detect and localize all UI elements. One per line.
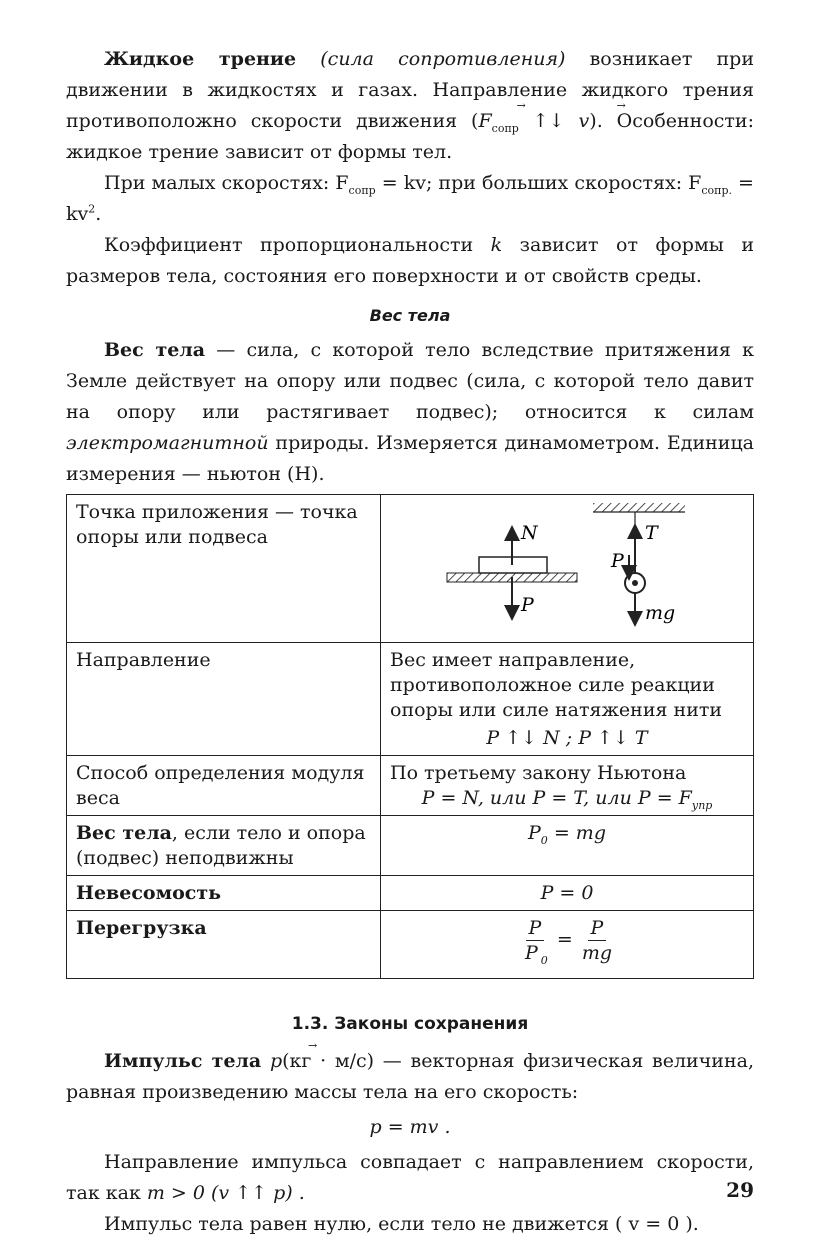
cell-direction: Направление (67, 643, 381, 756)
denominator (519, 941, 551, 965)
text: P = N, или P = T, или P = F (421, 787, 692, 809)
paragraph-coefficient (66, 230, 754, 292)
cell-method-value (381, 756, 754, 816)
numerator: P (526, 916, 545, 941)
ceiling (593, 503, 685, 512)
alt-name: (сила сопротивления) (320, 48, 566, 70)
k-symbol: k (490, 234, 503, 256)
text: = kv; при больших скоростях: F (375, 172, 702, 194)
direction-text: Вес имеет направление, противоположное силе реакции опоры или силе натяжения нити (390, 649, 723, 721)
term-liquid-friction: Жидкое трение (104, 48, 297, 70)
text: . (95, 203, 102, 225)
cell-direction-value (381, 643, 754, 756)
section-heading: 1.3. Законы сохранения (291, 1014, 529, 1034)
cell-weightlessness-value: P = 0 (381, 876, 754, 911)
text: — векторная физическая величина, равная произведению массы тела на его скорость: (66, 1050, 754, 1103)
label-T: T (645, 522, 658, 544)
text: P (525, 942, 538, 964)
vector-v: → v (579, 110, 590, 132)
text: P (528, 822, 541, 844)
cell-overload (67, 911, 381, 979)
cell-diagram (381, 495, 754, 643)
cell-application-point: Точка приложения — точка опоры или подвеса (67, 495, 381, 643)
force-diagram (381, 495, 753, 635)
table-row (67, 911, 754, 979)
text: . Особенности: жидкое трение зависит от формы тел. (66, 110, 754, 163)
text: = mg (547, 822, 606, 844)
label-P-support: P (521, 594, 534, 616)
condition: m > 0 (v ↑↑ p) . (146, 1182, 305, 1204)
method-text: По третьему закону Ньютона (390, 762, 687, 784)
vector-F: → F (478, 110, 491, 132)
method-formula (390, 786, 744, 811)
subscript: сопр. (701, 183, 733, 197)
cell-method: Способ определения модуля веса (67, 756, 381, 816)
subscript: упр (691, 798, 713, 812)
momentum-symbol: → p (270, 1050, 282, 1072)
momentum-formula: p = mv . (369, 1116, 451, 1138)
term-weight: Вес тела (104, 339, 206, 361)
text: Коэффициент пропорциональности (104, 234, 491, 256)
page-number: 29 (726, 1178, 754, 1202)
paragraph-momentum (66, 1046, 754, 1108)
ball-center (632, 580, 638, 586)
bold-term: Перегрузка (76, 917, 207, 939)
subscript: 0 (540, 833, 548, 847)
text: — сила, с которой тело вследствие притяжения к Земле действует на опору или подвес (сила, с которой тело давит на опору или растягивает подвес); относится к силам (66, 339, 754, 423)
text: зависит от формы и размеров тела, состояния его поверхности и от свойств среды. (66, 234, 754, 287)
term-momentum: Импульс тела (104, 1050, 262, 1072)
page-content (66, 44, 754, 1240)
paragraph-momentum-direction (66, 1147, 754, 1209)
superscript: 2 (88, 202, 96, 216)
paragraph-resistance-formula (66, 168, 754, 230)
label-P-suspension: P (611, 550, 624, 572)
unit: (кг · м/с) (282, 1050, 375, 1072)
cell-rest-weight-value (381, 816, 754, 876)
weight-properties-table (66, 494, 754, 979)
denominator: mg (581, 942, 612, 964)
text: При малых скоростях: F (104, 172, 349, 194)
text: Направление импульса совпадает с направлением скорости, так как (66, 1151, 754, 1204)
table-row (67, 756, 754, 816)
fraction-right (579, 916, 615, 965)
cell-weightlessness (67, 876, 381, 911)
label-N: N (521, 522, 538, 544)
table-row (67, 495, 754, 643)
text: , если тело и опора (подвес) неподвижны (76, 822, 366, 869)
paragraph-liquid-friction: Жидкое трение (сила сопротивления) возникает при движении в жидкостях и газах. Направление жидкого трения противоположно скорости движения (→ $F_{сопр}$ ↑↓ → v). Особенности: жидкое трение зависит от формы тел. (66, 44, 754, 168)
direction-formula: P ↑↓ N ; P ↑↓ T (486, 727, 648, 749)
text: = kv (66, 172, 754, 225)
equals-sign: = (556, 928, 573, 951)
bold-term: Невесомость (76, 882, 221, 904)
fraction-left (519, 916, 551, 965)
label-mg: mg (645, 602, 676, 624)
numerator: P (588, 916, 607, 941)
cell-overload-value (381, 911, 754, 979)
table-row (67, 643, 754, 756)
table-row (67, 876, 754, 911)
text: возникает при движении в жидкостях и газах. Направление жидкого трения противоположно скорости движения (66, 48, 755, 132)
opposite-symbol: ↑↓ (532, 110, 565, 132)
cell-rest-weight (67, 816, 381, 876)
paragraph-momentum-zero: Импульс тела равен нулю, если тело не движется ( v = 0 ). (104, 1213, 699, 1235)
text: природы. Измеряется динамометром. Единица измерения — ньютон (Н). (66, 432, 754, 485)
paragraph-weight-definition (66, 335, 754, 490)
subscript: 0 (540, 953, 548, 967)
subscript: сопр (348, 183, 376, 197)
heading-weight: Вес тела (369, 306, 451, 325)
italic-word: электромагнитной (66, 432, 269, 454)
subscript: сопр (491, 121, 519, 135)
bold-term: Вес тела (76, 822, 172, 844)
table-row (67, 816, 754, 876)
